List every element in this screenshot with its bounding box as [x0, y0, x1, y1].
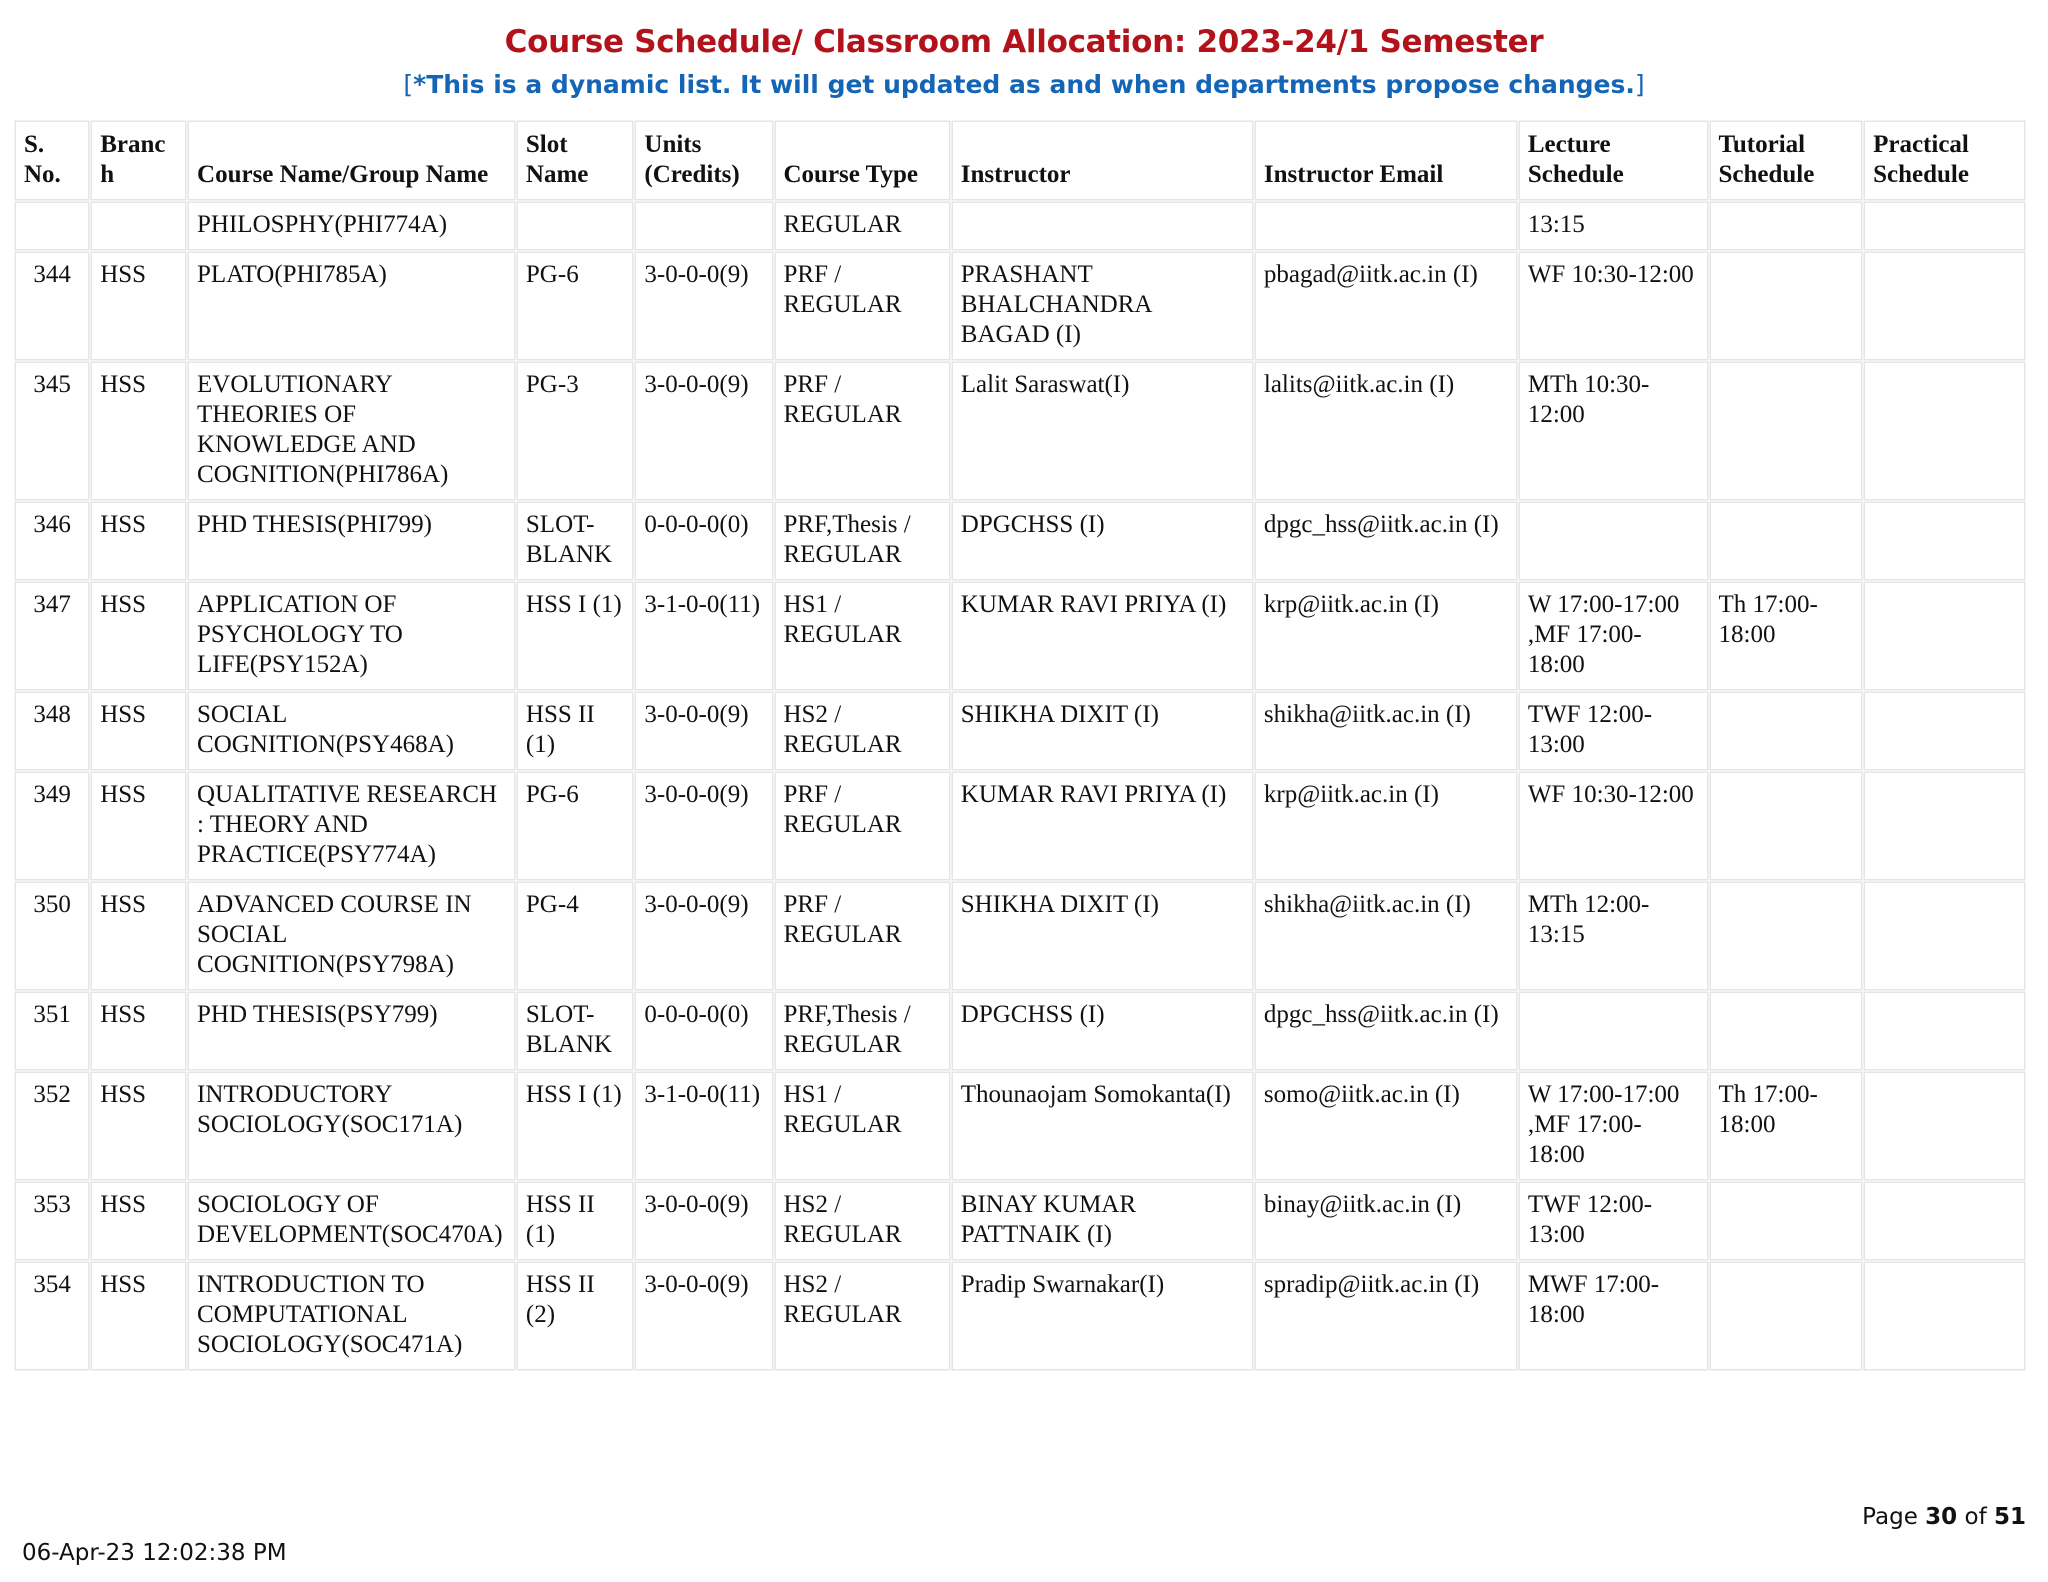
table-cell: Thounaojam Somokanta(I): [953, 1073, 1252, 1179]
table-cell: MWF 17:00-18:00: [1520, 1263, 1707, 1369]
table-cell: HS2 / REGULAR: [776, 693, 949, 769]
table-cell: [1711, 503, 1862, 579]
table-cell: PRF,Thesis / REGULAR: [776, 993, 949, 1069]
table-cell: HS2 / REGULAR: [776, 1183, 949, 1259]
table-cell: HSS: [92, 583, 185, 689]
table-cell: WF 10:30-12:00: [1520, 253, 1707, 359]
table-cell: PRF / REGULAR: [776, 883, 949, 989]
table-cell: [1711, 693, 1862, 769]
subtitle-text: *This is a dynamic list. It will get updated as and when departments propose changes.: [413, 70, 1635, 99]
table-cell: PLATO(PHI785A): [189, 253, 514, 359]
table-cell: PG-3: [518, 363, 632, 499]
table-cell: 0-0-0-0(0): [636, 503, 771, 579]
table-cell: [1865, 503, 2024, 579]
table-row: [16, 773, 2024, 879]
table-cell: [1520, 503, 1707, 579]
table-cell: 0-0-0-0(0): [636, 993, 771, 1069]
table-cell: MTh 12:00-13:15: [1520, 883, 1707, 989]
table-cell: [636, 203, 771, 249]
table-cell: WF 10:30-12:00: [1520, 773, 1707, 879]
table-cell: [1711, 1263, 1862, 1369]
table-cell: krp@iitk.ac.in (I): [1256, 773, 1516, 879]
table-cell: [1865, 363, 2024, 499]
table-cell: HSS I (1): [518, 583, 632, 689]
column-header: Instructor Email: [1256, 122, 1516, 199]
table-cell: dpgc_hss@iitk.ac.in (I): [1256, 993, 1516, 1069]
table-cell: 3-0-0-0(9): [636, 883, 771, 989]
column-header: Course Name/Group Name: [189, 122, 514, 199]
table-cell: HSS I (1): [518, 1073, 632, 1179]
column-header: Practical Schedule: [1865, 122, 2024, 199]
table-cell: PG-6: [518, 253, 632, 359]
table-cell: TWF 12:00-13:00: [1520, 1183, 1707, 1259]
table-cell: HSS II (2): [518, 1263, 632, 1369]
table-cell: HSS: [92, 693, 185, 769]
table-row: [16, 253, 2024, 359]
table-cell: HSS: [92, 363, 185, 499]
table-cell: HSS: [92, 1183, 185, 1259]
page-number: [1862, 1504, 2026, 1530]
table-row: [16, 503, 2024, 579]
table-cell: krp@iitk.ac.in (I): [1256, 583, 1516, 689]
table-cell: Th 17:00-18:00: [1711, 583, 1862, 689]
column-header: Course Type: [776, 122, 949, 199]
course-schedule-table: [12, 118, 2028, 1373]
table-cell: 348: [16, 693, 88, 769]
table-cell: Th 17:00-18:00: [1711, 1073, 1862, 1179]
table-header: [16, 122, 2024, 199]
table-cell: [518, 203, 632, 249]
table-cell: PRF / REGULAR: [776, 253, 949, 359]
table-cell: REGULAR: [776, 203, 949, 249]
table-cell: 347: [16, 583, 88, 689]
page-subtitle: [0, 70, 2048, 99]
table-header-row: [16, 122, 2024, 199]
table-cell: HSS: [92, 773, 185, 879]
table-cell: dpgc_hss@iitk.ac.in (I): [1256, 503, 1516, 579]
table-cell: HSS: [92, 883, 185, 989]
table-cell: PHD THESIS(PSY799): [189, 993, 514, 1069]
page-prefix: Page: [1862, 1504, 1918, 1530]
table-cell: PRF / REGULAR: [776, 363, 949, 499]
table-cell: 3-0-0-0(9): [636, 693, 771, 769]
table-cell: TWF 12:00-13:00: [1520, 693, 1707, 769]
table-cell: APPLICATION OF PSYCHOLOGY TO LIFE(PSY152A): [189, 583, 514, 689]
table-cell: 346: [16, 503, 88, 579]
table-cell: [1865, 1073, 2024, 1179]
table-cell: BINAY KUMAR PATTNAIK (I): [953, 1183, 1252, 1259]
table-cell: HSS II (1): [518, 693, 632, 769]
table-cell: 3-0-0-0(9): [636, 1263, 771, 1369]
table-cell: [1711, 363, 1862, 499]
table-cell: HSS: [92, 503, 185, 579]
table-cell: [1865, 1263, 2024, 1369]
page-current: 30: [1925, 1504, 1958, 1530]
table-cell: [1865, 993, 2024, 1069]
table-cell: SLOT-BLANK: [518, 993, 632, 1069]
table-cell: HS2 / REGULAR: [776, 1263, 949, 1369]
table-cell: SHIKHA DIXIT (I): [953, 883, 1252, 989]
column-header: Instructor: [953, 122, 1252, 199]
table-cell: HS1 / REGULAR: [776, 583, 949, 689]
table-row: [16, 693, 2024, 769]
table-cell: [953, 203, 1252, 249]
table-cell: PG-6: [518, 773, 632, 879]
table-cell: [1520, 993, 1707, 1069]
table-cell: Lalit Saraswat(I): [953, 363, 1252, 499]
table-cell: 3-0-0-0(9): [636, 363, 771, 499]
table-cell: spradip@iitk.ac.in (I): [1256, 1263, 1516, 1369]
table-cell: PRF / REGULAR: [776, 773, 949, 879]
table-cell: PG-4: [518, 883, 632, 989]
table-cell: INTRODUCTION TO COMPUTATIONAL SOCIOLOGY(SOC471A): [189, 1263, 514, 1369]
table-cell: HSS: [92, 993, 185, 1069]
table-cell: [1711, 883, 1862, 989]
table-cell: [1256, 203, 1516, 249]
page-of: of: [1964, 1504, 1987, 1530]
table-cell: [1865, 693, 2024, 769]
table-cell: somo@iitk.ac.in (I): [1256, 1073, 1516, 1179]
table-cell: [1711, 253, 1862, 359]
table-cell: ADVANCED COURSE IN SOCIAL COGNITION(PSY798A): [189, 883, 514, 989]
table-cell: W 17:00-17:00 ,MF 17:00-18:00: [1520, 583, 1707, 689]
column-header: S. No.: [16, 122, 88, 199]
table-cell: shikha@iitk.ac.in (I): [1256, 693, 1516, 769]
table-cell: HSS II (1): [518, 1183, 632, 1259]
table-cell: MTh 10:30-12:00: [1520, 363, 1707, 499]
table-cell: SHIKHA DIXIT (I): [953, 693, 1252, 769]
table-cell: 3-0-0-0(9): [636, 773, 771, 879]
table-cell: lalits@iitk.ac.in (I): [1256, 363, 1516, 499]
table-cell: pbagad@iitk.ac.in (I): [1256, 253, 1516, 359]
table-cell: [1865, 773, 2024, 879]
column-header: Lecture Schedule: [1520, 122, 1707, 199]
table-cell: 352: [16, 1073, 88, 1179]
column-header: Slot Name: [518, 122, 632, 199]
column-header: Tutorial Schedule: [1711, 122, 1862, 199]
table-row: [16, 993, 2024, 1069]
table-cell: 344: [16, 253, 88, 359]
table-cell: INTRODUCTORY SOCIOLOGY(SOC171A): [189, 1073, 514, 1179]
page-total: 51: [1993, 1504, 2026, 1530]
table-cell: 353: [16, 1183, 88, 1259]
table-cell: 13:15: [1520, 203, 1707, 249]
table-row: [16, 1263, 2024, 1369]
table-cell: KUMAR RAVI PRIYA (I): [953, 773, 1252, 879]
table-cell: [1865, 583, 2024, 689]
table-cell: [1865, 1183, 2024, 1259]
page-title: Course Schedule/ Classroom Allocation: 2023-24/1 Semester: [504, 24, 1544, 60]
table-cell: 351: [16, 993, 88, 1069]
subtitle-open-bracket: [: [403, 70, 414, 99]
table-cell: QUALITATIVE RESEARCH : THEORY AND PRACTICE(PSY774A): [189, 773, 514, 879]
table-cell: 349: [16, 773, 88, 879]
table-row: [16, 583, 2024, 689]
table-cell: [1711, 773, 1862, 879]
table-row: [16, 1183, 2024, 1259]
table-cell: [1865, 883, 2024, 989]
table-cell: [92, 203, 185, 249]
table-cell: [1711, 993, 1862, 1069]
table-cell: 350: [16, 883, 88, 989]
table-cell: HSS: [92, 1073, 185, 1179]
table-cell: KUMAR RAVI PRIYA (I): [953, 583, 1252, 689]
table-cell: [1865, 253, 2024, 359]
table-cell: HSS: [92, 1263, 185, 1369]
table-row: [16, 203, 2024, 249]
table-row: [16, 1073, 2024, 1179]
table-cell: PHD THESIS(PHI799): [189, 503, 514, 579]
table-cell: SLOT-BLANK: [518, 503, 632, 579]
table-cell: 3-1-0-0(11): [636, 1073, 771, 1179]
table-cell: SOCIAL COGNITION(PSY468A): [189, 693, 514, 769]
table-row: [16, 363, 2024, 499]
table-cell: shikha@iitk.ac.in (I): [1256, 883, 1516, 989]
table-row: [16, 883, 2024, 989]
table-cell: 3-0-0-0(9): [636, 1183, 771, 1259]
table-body: [16, 203, 2024, 1369]
table-cell: [1865, 203, 2024, 249]
table-cell: 3-1-0-0(11): [636, 583, 771, 689]
column-header: Units (Credits): [636, 122, 771, 199]
table-cell: [1711, 1183, 1862, 1259]
table-cell: HSS: [92, 253, 185, 359]
table-cell: 354: [16, 1263, 88, 1369]
print-timestamp: 06-Apr-23 12:02:38 PM: [22, 1540, 287, 1566]
table-cell: Pradip Swarnakar(I): [953, 1263, 1252, 1369]
table-cell: PRASHANT BHALCHANDRA BAGAD (I): [953, 253, 1252, 359]
table-cell: SOCIOLOGY OF DEVELOPMENT(SOC470A): [189, 1183, 514, 1259]
table-cell: DPGCHSS (I): [953, 503, 1252, 579]
table-cell: DPGCHSS (I): [953, 993, 1252, 1069]
table-cell: PRF,Thesis / REGULAR: [776, 503, 949, 579]
table-cell: [1711, 203, 1862, 249]
table-cell: W 17:00-17:00 ,MF 17:00-18:00: [1520, 1073, 1707, 1179]
subtitle-close-bracket: ]: [1634, 70, 1645, 99]
table-cell: HS1 / REGULAR: [776, 1073, 949, 1179]
table-cell: binay@iitk.ac.in (I): [1256, 1183, 1516, 1259]
column-header: Branch: [92, 122, 185, 199]
table-cell: 3-0-0-0(9): [636, 253, 771, 359]
table-cell: PHILOSPHY(PHI774A): [189, 203, 514, 249]
table-cell: 345: [16, 363, 88, 499]
table-cell: EVOLUTIONARY THEORIES OF KNOWLEDGE AND COGNITION(PHI786A): [189, 363, 514, 499]
table-cell: [16, 203, 88, 249]
